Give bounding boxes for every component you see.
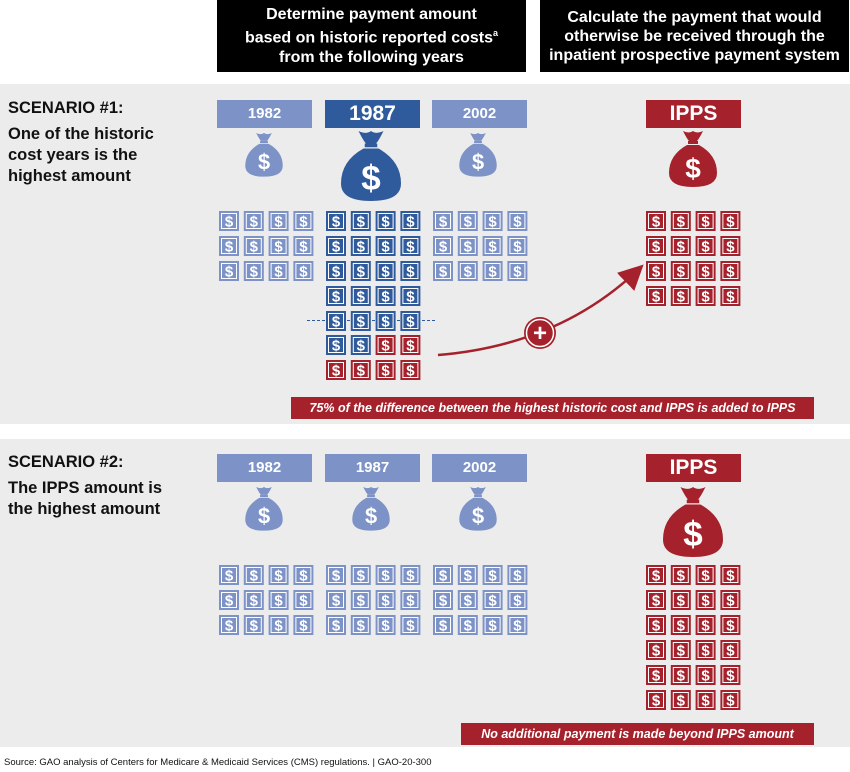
- s2-ipps-dollar-bill-icon: [671, 565, 691, 585]
- svg-text:$: $: [701, 667, 710, 685]
- s2-ipps-dollar-bill-icon: [646, 565, 666, 585]
- s2-2002-dollar-bill-icon: [483, 615, 503, 635]
- s1-2002-dollar-bill-icon: [458, 236, 478, 256]
- s2-1987-dollar-bill-icon: [400, 590, 420, 610]
- svg-text:$: $: [331, 362, 341, 380]
- scenario-2-description: The IPPS amount is the highest amount: [8, 479, 163, 518]
- s2-1987-dollar-bill-icon: [326, 615, 346, 635]
- svg-text:$: $: [701, 592, 710, 610]
- svg-text:$: $: [488, 238, 497, 256]
- s1-ipps-dollar-bill-icon: [720, 261, 740, 281]
- s2-1987-dollar-bill-icon: [351, 590, 371, 610]
- svg-text:$: $: [331, 592, 341, 610]
- svg-text:$: $: [438, 592, 448, 610]
- svg-text:$: $: [356, 238, 365, 256]
- s1-1982-money-bag-icon: [245, 133, 282, 177]
- svg-text:$: $: [224, 263, 234, 281]
- s1-1987-dollar-bill-icon: [400, 211, 420, 231]
- svg-text:$: $: [683, 514, 703, 554]
- s1-1987-dollar-bill-icon: [376, 311, 396, 331]
- svg-text:$: $: [676, 642, 685, 660]
- s1-ipps-dollar-bill-icon: [671, 261, 691, 281]
- s1-difference-dollar-bill-icon: [351, 335, 371, 355]
- s1-1987-dollar-bill-icon: [351, 286, 371, 306]
- svg-text:$: $: [651, 213, 661, 231]
- s2-2002-dollar-bill-icon: [507, 565, 527, 585]
- s1-1987-dollar-bill-icon: [326, 236, 346, 256]
- svg-text:$: $: [331, 337, 341, 355]
- s1-2002-dollar-bill-icon: [507, 261, 527, 281]
- s2-ipps-dollar-bill-icon: [646, 690, 666, 710]
- svg-text:$: $: [726, 263, 735, 281]
- s1-1982-dollar-bill-icon: [269, 211, 289, 231]
- s2-year-1982-label: 1982: [217, 454, 312, 482]
- s2-ipps-dollar-bill-icon: [696, 665, 716, 685]
- s2-2002-money-bag-icon: [459, 487, 496, 531]
- s1-1982-dollar-bill-icon: [293, 236, 313, 256]
- s2-ipps-dollar-bill-icon: [671, 640, 691, 660]
- svg-text:$: $: [381, 617, 390, 635]
- svg-text:$: $: [463, 263, 472, 281]
- svg-text:$: $: [406, 263, 415, 281]
- svg-text:$: $: [651, 592, 661, 610]
- s1-ipps-dollar-bill-icon: [646, 261, 666, 281]
- svg-text:$: $: [488, 567, 497, 585]
- svg-text:$: $: [274, 567, 283, 585]
- svg-text:$: $: [651, 667, 661, 685]
- svg-text:$: $: [676, 692, 685, 710]
- s2-2002-dollar-bill-icon: [433, 615, 453, 635]
- svg-text:$: $: [701, 238, 710, 256]
- s2-ipps-dollar-bill-icon: [720, 665, 740, 685]
- svg-text:$: $: [701, 642, 710, 660]
- svg-text:$: $: [274, 617, 283, 635]
- s1-1987-dollar-bill-icon: [326, 211, 346, 231]
- s1-2002-dollar-bill-icon: [458, 211, 478, 231]
- svg-text:$: $: [406, 313, 415, 331]
- svg-text:$: $: [726, 667, 735, 685]
- s2-1987-dollar-bill-icon: [351, 615, 371, 635]
- svg-text:$: $: [381, 213, 390, 231]
- s1-1982-dollar-bill-icon: [269, 261, 289, 281]
- svg-text:$: $: [406, 337, 415, 355]
- svg-text:$: $: [356, 617, 365, 635]
- svg-text:$: $: [381, 313, 390, 331]
- svg-text:$: $: [299, 617, 308, 635]
- s2-ipps-dollar-bill-icon: [696, 565, 716, 585]
- s2-1982-dollar-bill-icon: [269, 590, 289, 610]
- s1-1987-dollar-bill-icon: [351, 236, 371, 256]
- svg-text:$: $: [249, 567, 258, 585]
- s1-1987-dollar-bill-icon: [400, 261, 420, 281]
- s2-ipps-dollar-bill-icon: [720, 640, 740, 660]
- s2-ipps-dollar-bill-icon: [696, 615, 716, 635]
- svg-text:$: $: [651, 288, 661, 306]
- svg-text:$: $: [651, 238, 661, 256]
- s1-difference-dollar-bill-icon: [326, 335, 346, 355]
- svg-text:$: $: [701, 692, 710, 710]
- s2-ipps-money-bag-icon: [663, 487, 723, 557]
- svg-text:$: $: [356, 213, 365, 231]
- s2-ipps-dollar-bill-icon: [671, 590, 691, 610]
- svg-text:$: $: [513, 592, 522, 610]
- s1-1982-dollar-bill-icon: [219, 261, 239, 281]
- svg-text:$: $: [331, 238, 341, 256]
- svg-text:$: $: [249, 213, 258, 231]
- svg-text:$: $: [257, 503, 271, 529]
- s2-1982-dollar-bill-icon: [269, 565, 289, 585]
- svg-text:$: $: [676, 238, 685, 256]
- svg-text:$: $: [274, 213, 283, 231]
- s2-1982-dollar-bill-icon: [293, 590, 313, 610]
- s2-ipps-dollar-bill-icon: [720, 690, 740, 710]
- s1-1982-dollar-bill-icon: [219, 211, 239, 231]
- svg-text:$: $: [701, 213, 710, 231]
- s2-1982-dollar-bill-icon: [293, 565, 313, 585]
- s2-ipps-dollar-bill-icon: [671, 690, 691, 710]
- s1-year-2002-label: 2002: [432, 100, 527, 128]
- s2-ipps-dollar-bill-icon: [646, 640, 666, 660]
- s2-ipps-dollar-bill-icon: [696, 590, 716, 610]
- svg-text:$: $: [676, 667, 685, 685]
- svg-text:$: $: [406, 362, 415, 380]
- svg-text:$: $: [331, 263, 341, 281]
- svg-text:$: $: [726, 238, 735, 256]
- s1-ipps-money-bag-icon: [669, 131, 717, 187]
- s2-1987-dollar-bill-icon: [351, 565, 371, 585]
- svg-text:$: $: [651, 567, 661, 585]
- svg-text:$: $: [356, 567, 365, 585]
- scenario-1-description: One of the historic cost years is the highest amount: [8, 125, 154, 185]
- s2-ipps-dollar-bill-icon: [646, 615, 666, 635]
- svg-text:$: $: [676, 213, 685, 231]
- svg-text:$: $: [726, 617, 735, 635]
- s2-1982-dollar-bill-icon: [269, 615, 289, 635]
- svg-text:$: $: [299, 263, 308, 281]
- s1-difference-dollar-bill-icon: [351, 360, 371, 380]
- s2-ipps-dollar-bill-icon: [646, 665, 666, 685]
- svg-text:$: $: [381, 263, 390, 281]
- s2-2002-dollar-bill-icon: [483, 565, 503, 585]
- s1-2002-dollar-bill-icon: [433, 261, 453, 281]
- svg-text:$: $: [438, 213, 448, 231]
- svg-text:$: $: [463, 617, 472, 635]
- svg-text:$: $: [513, 213, 522, 231]
- svg-text:$: $: [726, 288, 735, 306]
- s2-1982-dollar-bill-icon: [219, 615, 239, 635]
- s1-1982-dollar-bill-icon: [293, 261, 313, 281]
- svg-text:$: $: [488, 592, 497, 610]
- s2-1982-dollar-bill-icon: [219, 565, 239, 585]
- svg-text:$: $: [726, 642, 735, 660]
- svg-text:$: $: [438, 263, 448, 281]
- s2-1987-dollar-bill-icon: [326, 590, 346, 610]
- s2-1982-dollar-bill-icon: [244, 565, 264, 585]
- svg-text:$: $: [463, 592, 472, 610]
- svg-text:$: $: [331, 617, 341, 635]
- svg-text:$: $: [513, 567, 522, 585]
- s2-2002-dollar-bill-icon: [458, 615, 478, 635]
- svg-text:$: $: [406, 592, 415, 610]
- s2-ipps-label: IPPS: [646, 454, 741, 482]
- s2-2002-dollar-bill-icon: [507, 590, 527, 610]
- s2-ipps-dollar-bill-icon: [720, 590, 740, 610]
- svg-text:$: $: [299, 567, 308, 585]
- svg-text:$: $: [651, 263, 661, 281]
- s1-ipps-dollar-bill-icon: [646, 236, 666, 256]
- svg-text:$: $: [331, 313, 341, 331]
- svg-text:$: $: [299, 213, 308, 231]
- svg-text:$: $: [438, 617, 448, 635]
- s1-2002-dollar-bill-icon: [483, 236, 503, 256]
- s1-1987-dollar-bill-icon: [400, 236, 420, 256]
- svg-text:$: $: [406, 288, 415, 306]
- svg-text:$: $: [513, 617, 522, 635]
- svg-text:$: $: [381, 288, 390, 306]
- s1-ipps-dollar-bill-icon: [671, 211, 691, 231]
- svg-text:$: $: [406, 617, 415, 635]
- s2-1982-money-bag-icon: [245, 487, 282, 531]
- s1-2002-dollar-bill-icon: [433, 211, 453, 231]
- scenario-2-title: SCENARIO #2:: [8, 453, 124, 471]
- svg-text:$: $: [513, 238, 522, 256]
- svg-text:$: $: [676, 288, 685, 306]
- s1-year-1982-label: 1982: [217, 100, 312, 128]
- s1-ipps-dollar-bill-icon: [646, 286, 666, 306]
- svg-text:$: $: [438, 567, 448, 585]
- s2-2002-dollar-bill-icon: [458, 565, 478, 585]
- svg-text:$: $: [364, 503, 378, 529]
- svg-text:$: $: [331, 288, 341, 306]
- s2-1987-dollar-bill-icon: [376, 615, 396, 635]
- s1-difference-dollar-bill-icon: [376, 360, 396, 380]
- scenario-1-title: SCENARIO #1:: [8, 99, 124, 117]
- svg-text:$: $: [471, 503, 485, 529]
- svg-text:$: $: [224, 238, 234, 256]
- s2-ipps-dollar-bill-icon: [671, 665, 691, 685]
- svg-text:$: $: [224, 592, 234, 610]
- s1-1982-dollar-bill-icon: [244, 261, 264, 281]
- svg-text:$: $: [726, 592, 735, 610]
- s1-2002-dollar-bill-icon: [433, 236, 453, 256]
- s2-2002-dollar-bill-icon: [483, 590, 503, 610]
- svg-text:$: $: [463, 213, 472, 231]
- plus-glyph: +: [532, 320, 548, 347]
- svg-text:$: $: [701, 288, 710, 306]
- source-note: Source: GAO analysis of Centers for Medicare & Medicaid Services (CMS) regulations. | GAO-20-300: [4, 757, 432, 768]
- s2-ipps-dollar-bill-icon: [696, 690, 716, 710]
- s2-1987-dollar-bill-icon: [376, 590, 396, 610]
- svg-text:$: $: [406, 213, 415, 231]
- s1-difference-dollar-bill-icon: [376, 335, 396, 355]
- svg-text:$: $: [488, 263, 497, 281]
- s1-1987-dollar-bill-icon: [376, 211, 396, 231]
- s1-1982-dollar-bill-icon: [219, 236, 239, 256]
- s2-ipps-dollar-bill-icon: [720, 565, 740, 585]
- svg-text:$: $: [676, 592, 685, 610]
- s1-1982-dollar-bill-icon: [244, 211, 264, 231]
- svg-text:$: $: [651, 692, 661, 710]
- s2-callout: No additional payment is made beyond IPPS amount: [461, 723, 814, 745]
- s1-year-1987-label: 1987: [325, 100, 420, 128]
- s1-ipps-dollar-bill-icon: [696, 211, 716, 231]
- s1-2002-dollar-bill-icon: [507, 211, 527, 231]
- s1-2002-money-bag-icon: [459, 133, 496, 177]
- s2-1982-dollar-bill-icon: [219, 590, 239, 610]
- s1-ipps-dollar-bill-icon: [720, 236, 740, 256]
- s1-1987-dollar-bill-icon: [326, 311, 346, 331]
- svg-text:$: $: [701, 567, 710, 585]
- s1-ipps-label: IPPS: [646, 100, 741, 128]
- s1-1987-dollar-bill-icon: [351, 261, 371, 281]
- s2-1987-dollar-bill-icon: [376, 565, 396, 585]
- svg-text:$: $: [676, 617, 685, 635]
- s1-difference-dollar-bill-icon: [326, 360, 346, 380]
- svg-text:$: $: [406, 238, 415, 256]
- s2-1987-money-bag-icon: [352, 487, 389, 531]
- svg-text:$: $: [726, 567, 735, 585]
- footnote-marker: a: [493, 28, 499, 39]
- s1-ipps-dollar-bill-icon: [720, 211, 740, 231]
- svg-text:$: $: [685, 153, 701, 184]
- s1-1987-dollar-bill-icon: [326, 286, 346, 306]
- header-ipps-text: Calculate the payment that would otherwise be received through the inpatient prospective payment system: [549, 8, 840, 64]
- s2-1987-dollar-bill-icon: [400, 565, 420, 585]
- svg-text:$: $: [249, 238, 258, 256]
- svg-text:$: $: [726, 213, 735, 231]
- svg-text:$: $: [381, 238, 390, 256]
- s1-difference-dollar-bill-icon: [400, 360, 420, 380]
- s2-1982-dollar-bill-icon: [244, 615, 264, 635]
- svg-text:$: $: [463, 238, 472, 256]
- s1-2002-dollar-bill-icon: [483, 211, 503, 231]
- svg-text:$: $: [381, 592, 390, 610]
- s1-2002-dollar-bill-icon: [507, 236, 527, 256]
- svg-text:$: $: [331, 213, 341, 231]
- svg-text:$: $: [701, 263, 710, 281]
- svg-text:$: $: [406, 567, 415, 585]
- svg-text:$: $: [676, 263, 685, 281]
- svg-text:$: $: [438, 238, 448, 256]
- svg-text:$: $: [299, 592, 308, 610]
- s1-2002-dollar-bill-icon: [483, 261, 503, 281]
- plus-circle-icon: [524, 317, 556, 349]
- svg-text:$: $: [488, 617, 497, 635]
- svg-text:$: $: [356, 313, 365, 331]
- svg-text:$: $: [274, 592, 283, 610]
- s1-1987-money-bag-icon: [341, 131, 401, 201]
- svg-text:$: $: [356, 288, 365, 306]
- svg-text:$: $: [463, 567, 472, 585]
- s1-2002-dollar-bill-icon: [458, 261, 478, 281]
- svg-text:$: $: [224, 213, 234, 231]
- svg-text:$: $: [356, 263, 365, 281]
- s2-1982-dollar-bill-icon: [293, 615, 313, 635]
- s2-ipps-dollar-bill-icon: [646, 590, 666, 610]
- s1-1982-dollar-bill-icon: [269, 236, 289, 256]
- s1-1987-dollar-bill-icon: [351, 311, 371, 331]
- svg-text:$: $: [356, 362, 365, 380]
- svg-text:$: $: [651, 617, 661, 635]
- s1-1987-dollar-bill-icon: [376, 286, 396, 306]
- svg-text:$: $: [274, 238, 283, 256]
- s1-1987-dollar-bill-icon: [400, 286, 420, 306]
- svg-text:$: $: [249, 617, 258, 635]
- s1-1987-dollar-bill-icon: [376, 236, 396, 256]
- svg-text:$: $: [381, 567, 390, 585]
- svg-text:$: $: [224, 567, 234, 585]
- header-historic-text: Determine payment amount based on historic reported costs: [244, 6, 494, 47]
- svg-text:$: $: [381, 362, 390, 380]
- svg-text:$: $: [726, 692, 735, 710]
- svg-text:$: $: [356, 592, 365, 610]
- s2-2002-dollar-bill-icon: [433, 565, 453, 585]
- s2-1987-dollar-bill-icon: [400, 615, 420, 635]
- s2-year-2002-label: 2002: [432, 454, 527, 482]
- s1-1987-dollar-bill-icon: [400, 311, 420, 331]
- s2-ipps-dollar-bill-icon: [696, 640, 716, 660]
- s1-1982-dollar-bill-icon: [293, 211, 313, 231]
- svg-text:$: $: [651, 642, 661, 660]
- svg-text:$: $: [471, 149, 485, 175]
- svg-text:$: $: [488, 213, 497, 231]
- s1-ipps-dollar-bill-icon: [696, 286, 716, 306]
- svg-text:$: $: [249, 263, 258, 281]
- s1-ipps-dollar-bill-icon: [696, 236, 716, 256]
- svg-text:$: $: [513, 263, 522, 281]
- s2-2002-dollar-bill-icon: [433, 590, 453, 610]
- s1-1987-dollar-bill-icon: [376, 261, 396, 281]
- header-historic-tail: from the following years: [279, 48, 464, 66]
- s2-2002-dollar-bill-icon: [458, 590, 478, 610]
- s1-ipps-dollar-bill-icon: [720, 286, 740, 306]
- s1-ipps-dollar-bill-icon: [646, 211, 666, 231]
- svg-text:$: $: [356, 337, 365, 355]
- s1-ipps-dollar-bill-icon: [671, 286, 691, 306]
- svg-text:$: $: [361, 158, 381, 198]
- s1-1982-dollar-bill-icon: [244, 236, 264, 256]
- svg-text:$: $: [257, 149, 271, 175]
- s2-ipps-dollar-bill-icon: [720, 615, 740, 635]
- s2-2002-dollar-bill-icon: [507, 615, 527, 635]
- svg-text:$: $: [676, 567, 685, 585]
- s1-1987-dollar-bill-icon: [326, 261, 346, 281]
- s2-year-1987-label: 1987: [325, 454, 420, 482]
- svg-text:$: $: [249, 592, 258, 610]
- s2-1982-dollar-bill-icon: [244, 590, 264, 610]
- svg-text:$: $: [331, 567, 341, 585]
- svg-text:$: $: [299, 238, 308, 256]
- s2-1987-dollar-bill-icon: [326, 565, 346, 585]
- svg-text:$: $: [381, 337, 390, 355]
- s1-1987-dollar-bill-icon: [351, 211, 371, 231]
- s1-difference-dollar-bill-icon: [400, 335, 420, 355]
- s2-ipps-dollar-bill-icon: [671, 615, 691, 635]
- svg-text:$: $: [274, 263, 283, 281]
- s1-callout: 75% of the difference between the highest historic cost and IPPS is added to IPPS: [291, 397, 814, 419]
- svg-text:$: $: [224, 617, 234, 635]
- s1-ipps-dollar-bill-icon: [696, 261, 716, 281]
- s1-ipps-dollar-bill-icon: [671, 236, 691, 256]
- svg-text:$: $: [701, 617, 710, 635]
